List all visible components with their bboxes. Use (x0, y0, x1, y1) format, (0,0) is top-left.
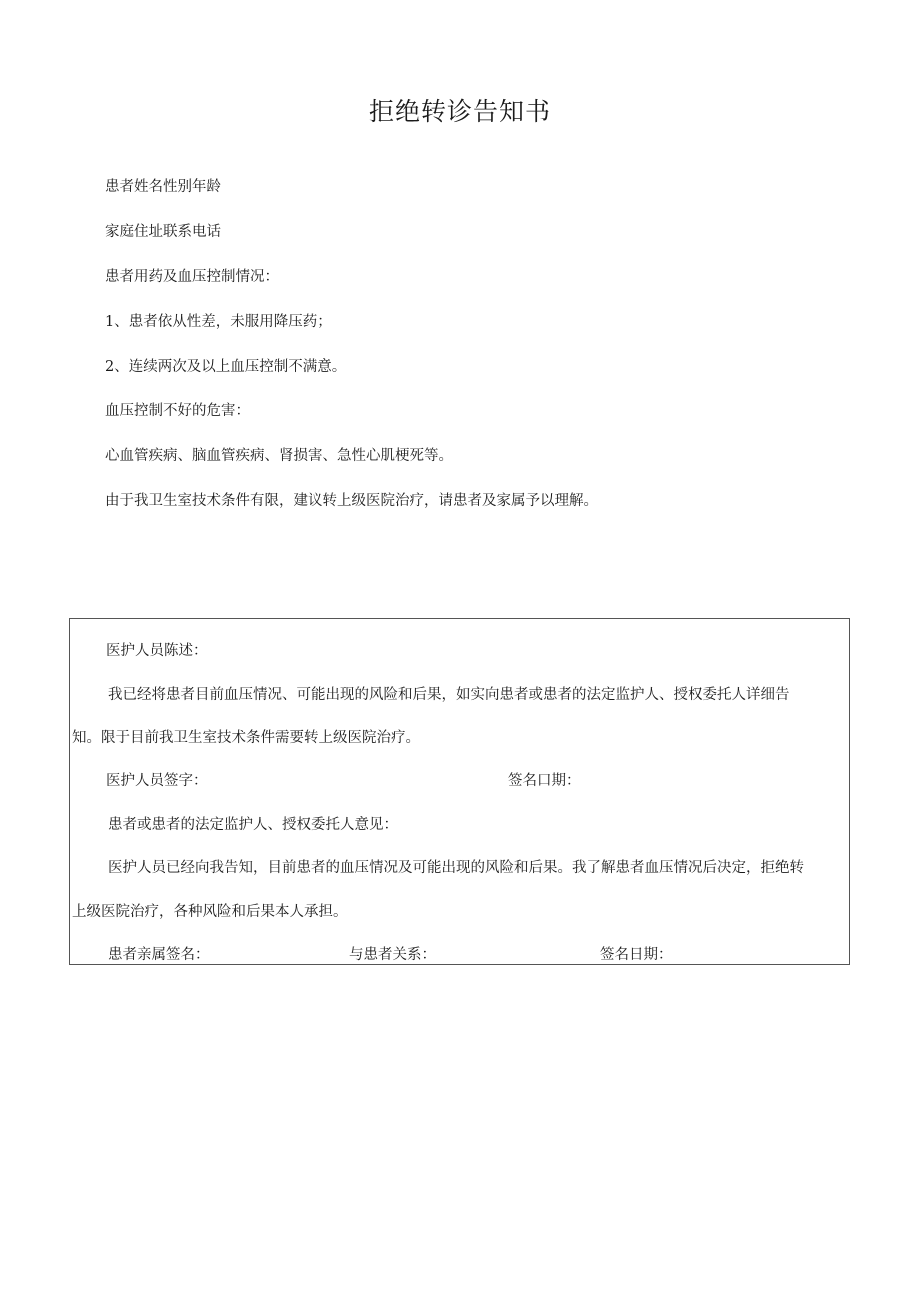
medication-item-2: 2、连续两次及以上血压控制不满意。 (105, 359, 347, 375)
relative-signature-label: 患者亲属签名： (108, 947, 210, 963)
medication-item-1: 1、患者依从性差，未服用降压药； (105, 314, 332, 330)
hazards-text: 心血管疾病、脑血管疾病、肾损害、急性心肌梗死等。 (105, 448, 453, 464)
patient-name-gender-age-line: 患者姓名性别年龄 (105, 179, 221, 195)
medication-heading: 患者用药及血压控制情况： (105, 269, 279, 285)
advice-text: 由于我卫生室技术条件有限，建议转上级医院治疗，请患者及家属予以理解。 (105, 493, 598, 509)
staff-signature-label: 医护人员签字： (106, 773, 208, 789)
staff-statement-line-1: 我已经将患者目前血压情况、可能出现的风险和后果，如实向患者或患者的法定监护人、授权委托人详细告 (108, 687, 790, 703)
consent-box (69, 618, 850, 965)
patient-opinion-heading: 患者或患者的法定监护人、授权委托人意见： (108, 817, 398, 833)
relationship-label: 与患者关系： (349, 947, 436, 963)
address-phone-line: 家庭住址联系电话 (105, 224, 221, 240)
staff-statement-heading: 医护人员陈述： (106, 643, 208, 659)
hazards-heading: 血压控制不好的危害： (105, 403, 250, 419)
patient-date-label: 签名日期： (600, 947, 673, 963)
staff-statement-line-2: 知。限于目前我卫生室技术条件需要转上级医院治疗。 (72, 730, 420, 746)
document-title: 拒绝转诊告知书 (368, 97, 551, 126)
staff-date-label: 签名口期： (508, 773, 581, 789)
patient-opinion-line-1: 医护人员已经向我告知，目前患者的血压情况及可能出现的风险和后果。我了解患者血压情况后决定，拒绝转 (108, 860, 804, 876)
patient-opinion-line-2: 上级医院治疗，各种风险和后果本人承担。 (72, 904, 348, 920)
